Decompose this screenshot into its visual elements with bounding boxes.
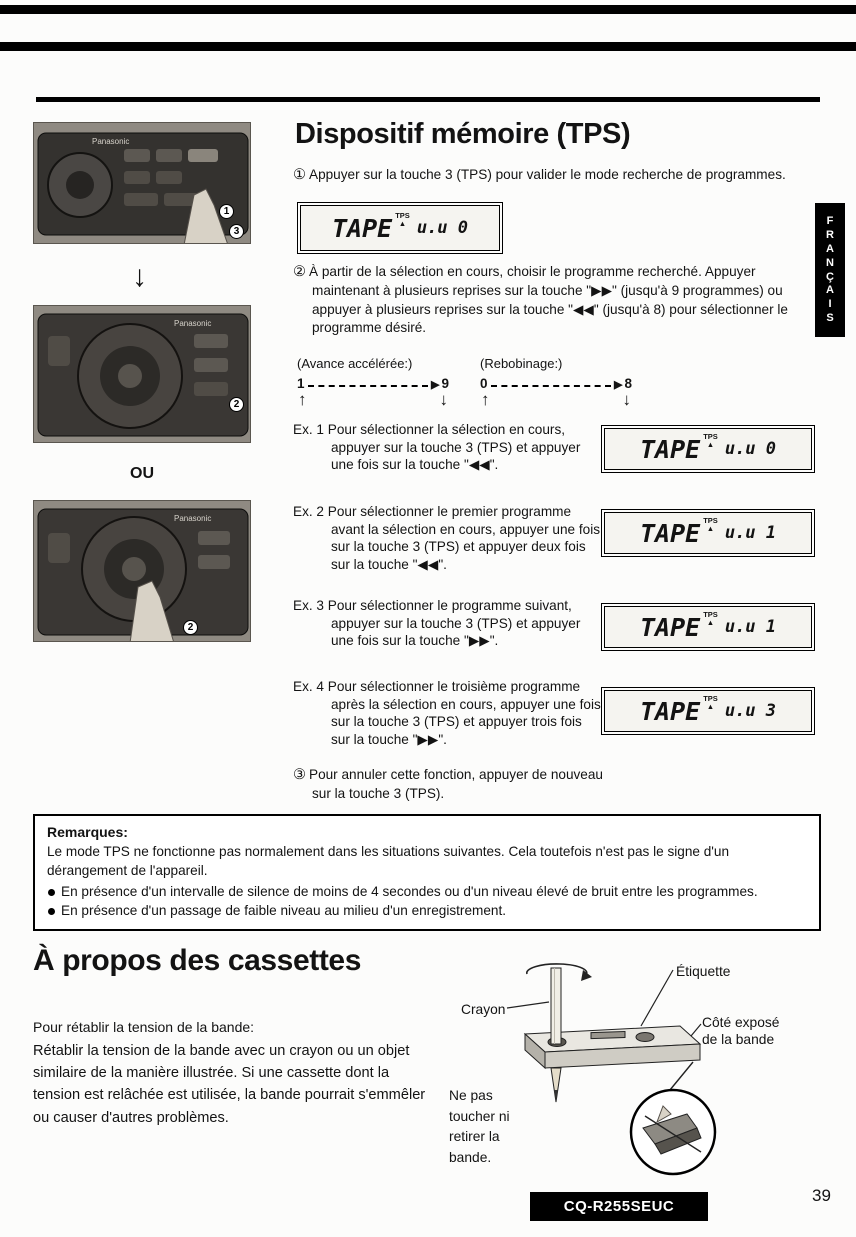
example-3-label: Ex. 3 <box>293 598 324 613</box>
brand-text: Panasonic <box>174 319 212 328</box>
dashed-leader <box>308 385 429 387</box>
example-4 <box>293 678 601 749</box>
callout-badge-1: 1 <box>219 204 234 219</box>
lcd-value: u.u 0 <box>724 439 776 459</box>
arrowhead-icon: ▶ <box>431 379 440 391</box>
label-crayon: Crayon <box>461 1002 506 1017</box>
lcd-word: TAPE <box>640 696 701 726</box>
ff-press-arrows <box>297 391 449 408</box>
lcd-tps-indicator <box>395 212 410 229</box>
label-ne-pas-toucher: Ne pas toucher ni retirer la bande. <box>449 1088 510 1166</box>
example-1-label: Ex. 1 <box>293 422 324 437</box>
step-1-text: Appuyer sur la touche 3 (TPS) pour valider le mode recherche de programmes. <box>309 167 786 182</box>
lcd-arrow-indicator: ▲ <box>706 618 715 627</box>
stereo-dial-illustration <box>34 306 251 443</box>
cassette-lead: Pour rétablir la tension de la bande: <box>33 1019 255 1035</box>
example-2 <box>293 503 601 574</box>
example-2-label: Ex. 2 <box>293 504 324 519</box>
rew-range-label: (Rebobinage:) <box>480 356 563 371</box>
lcd-arrow-indicator: ▲ <box>706 440 715 449</box>
tab-letter: S <box>826 312 834 325</box>
control-panel-photo-3 <box>33 500 251 642</box>
remarks-item: En présence d'un passage de faible niveau au milieu d'un enregistrement. <box>47 902 807 921</box>
remarks-title: Remarques: <box>47 824 128 840</box>
lcd-arrow-indicator: ▲ <box>706 702 715 711</box>
lcd-word: TAPE <box>640 434 701 464</box>
fast-forward-range-diagram <box>297 356 449 408</box>
rew-range-line <box>480 376 632 391</box>
lcd-tps-indicator <box>703 433 718 450</box>
ff-to: 9 <box>441 376 449 391</box>
tab-letter: Ç <box>826 270 834 283</box>
lcd-display-ex2 <box>604 512 812 554</box>
lcd-arrow-indicator: ▲ <box>706 524 715 533</box>
example-1-text: Pour sélectionner la sélection en cours, appuyer sur la touche 3 (TPS) et appuyer une fois sur la touche "◀◀". <box>327 422 581 473</box>
label-cote-expose <box>702 1014 812 1048</box>
brand-text: Panasonic <box>92 137 130 146</box>
label-cote-line1: Côté exposé <box>702 1015 780 1030</box>
lcd-display-ex4 <box>604 690 812 732</box>
up-arrow-icon: ↑ <box>481 390 490 409</box>
step-1 <box>293 166 801 185</box>
lcd-tps-label: TPS <box>703 515 718 525</box>
stereo-panel-illustration <box>34 123 251 244</box>
step-2-number: ② <box>293 264 306 280</box>
lcd-arrow-indicator: ▲ <box>398 219 407 228</box>
top-bar-1 <box>0 5 856 14</box>
callout-badge-2: 2 <box>229 397 244 412</box>
label-cote-line2: de la bande <box>702 1032 775 1048</box>
example-3-text: Pour sélectionner le programme suivant, appuyer sur la touche 3 (TPS) et appuyer une fois sur la touche "▶▶". <box>327 598 581 649</box>
flow-arrow: ↓ <box>132 260 147 293</box>
stereo-dial-finger-illustration <box>34 501 251 642</box>
arrowhead-icon: ▶ <box>614 379 623 391</box>
section-title-cassettes: À propos des cassettes <box>33 944 361 977</box>
lcd-value: u.u 1 <box>724 523 776 543</box>
label-etiquette: Étiquette <box>676 964 731 979</box>
lcd-word: TAPE <box>640 518 701 548</box>
step-2 <box>293 263 821 337</box>
model-number-badge: CQ-R255SEUC <box>530 1192 708 1221</box>
lcd-value: u.u 1 <box>724 617 776 637</box>
section-title-tps: Dispositif mémoire (TPS) <box>295 118 631 150</box>
rew-from: 0 <box>480 376 488 391</box>
example-4-label: Ex. 4 <box>293 679 324 694</box>
lcd-value: u.u 3 <box>724 701 776 721</box>
ff-from: 1 <box>297 376 305 391</box>
or-label: OU <box>130 465 154 482</box>
remarks-box <box>33 814 821 931</box>
lcd-display-main <box>300 205 500 251</box>
lcd-word: TAPE <box>640 612 701 642</box>
example-2-text: Pour sélectionner le premier programme avant la sélection en cours, appuyer une fois sur la touche 3 (TPS) et appuyer deux fois sur la touche "◀◀". <box>327 504 601 573</box>
callout-badge-3: 3 <box>229 224 244 239</box>
step-3 <box>293 766 613 804</box>
example-3 <box>293 597 601 650</box>
remarks-list <box>47 883 807 921</box>
cassette-body: Rétablir la tension de la bande avec un crayon ou un objet similaire de la manière illustrée. Si une cassette dont la tension est relâchée est utilisée, la bande pourrait s'emmêler ou causer d'autres problèmes. <box>33 1043 426 1126</box>
lcd-tps-indicator <box>703 517 718 534</box>
tab-letter: N <box>826 256 834 269</box>
lcd-tps-label: TPS <box>395 210 410 220</box>
lcd-display-ex1 <box>604 428 812 470</box>
rew-press-arrows <box>480 391 632 408</box>
lcd-tps-label: TPS <box>703 431 718 441</box>
control-panel-photo-1 <box>33 122 251 244</box>
page-number: 39 <box>812 1186 831 1205</box>
lcd-word: TAPE <box>332 213 393 243</box>
rewind-range-diagram <box>480 356 632 408</box>
dashed-leader <box>491 385 612 387</box>
brand-text: Panasonic <box>174 514 212 523</box>
tab-letter: A <box>826 284 834 297</box>
tab-letter: I <box>828 298 832 311</box>
lcd-tps-label: TPS <box>703 693 718 703</box>
lcd-value: u.u 0 <box>416 218 468 238</box>
section-rule <box>36 97 820 102</box>
tab-letter: F <box>826 214 834 227</box>
down-arrow-icon: ↓ <box>622 390 631 409</box>
example-1 <box>293 421 601 474</box>
step-3-number: ③ <box>293 767 306 783</box>
step-3-text: Pour annuler cette fonction, appuyer de nouveau sur la touche 3 (TPS). <box>309 767 603 802</box>
lcd-tps-indicator <box>703 695 718 712</box>
up-arrow-icon: ↑ <box>298 390 307 409</box>
remarks-intro: Le mode TPS ne fonctionne pas normalement dans les situations suivantes. Cela toutefois n'est pas le signe d'un dérangement de l'appareil. <box>47 844 730 879</box>
lcd-display-ex3 <box>604 606 812 648</box>
tab-letter: R <box>826 228 834 241</box>
tab-letter: A <box>826 242 834 255</box>
lcd-tps-indicator <box>703 611 718 628</box>
example-4-text: Pour sélectionner le troisième programme après la sélection en cours, appuyer une fois sur la touche 3 (TPS) et appuyer trois fois sur la touche "▶▶". <box>327 679 601 748</box>
ff-range-label: (Avance accélérée:) <box>297 356 413 371</box>
rew-to: 8 <box>624 376 632 391</box>
down-arrow-icon: ↓ <box>439 390 448 409</box>
remarks-item: En présence d'un intervalle de silence de moins de 4 secondes ou d'un niveau élevé de bruit entre les programmes. <box>47 883 807 902</box>
control-panel-photo-2 <box>33 305 251 443</box>
lcd-tps-label: TPS <box>703 609 718 619</box>
top-bar-2 <box>0 42 856 51</box>
step-1-number: ① <box>293 167 306 183</box>
ff-range-line <box>297 376 449 391</box>
step-2-text: À partir de la sélection en cours, choisir le programme recherché. Appuyer maintenant à plusieurs reprises sur la touche "▶▶" (jusqu'à 9 programmes) ou appuyer à plusieurs reprises sur la touche "◀◀" (jusqu'à 8) pour sélectionner le programme désiré. <box>309 264 788 335</box>
callout-badge-2: 2 <box>183 620 198 635</box>
